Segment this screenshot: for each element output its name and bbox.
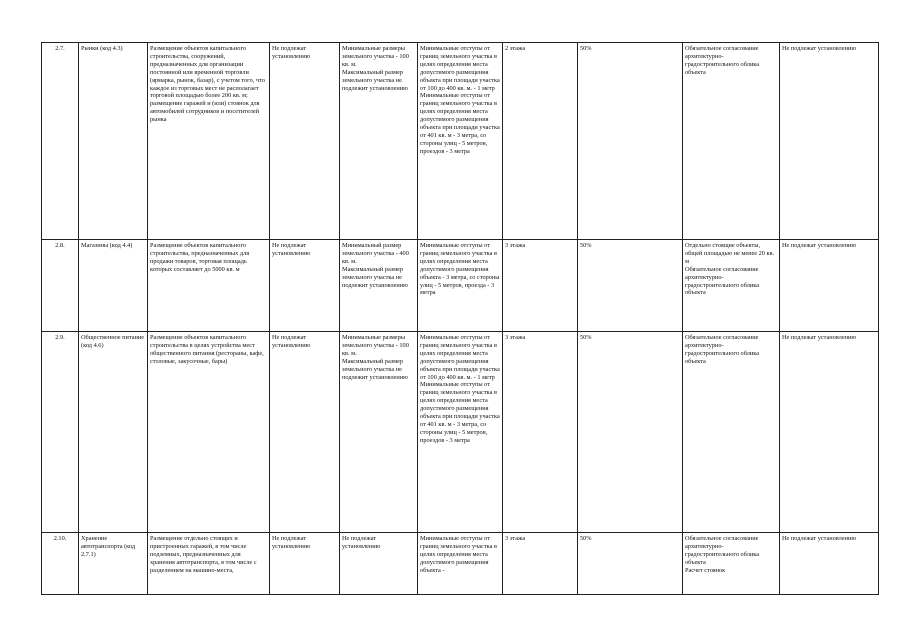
land-use-type: Хранение автотранспорта (код 2.7.1) — [79, 533, 148, 595]
land-use-description: Размещение отдельно стоящих и пристроенных гаражей, в том числе подземных, предназначенных для хранения автотранспорта, в том числе с разделением на машино-места, — [148, 533, 270, 595]
table-row — [42, 533, 879, 595]
max-coverage-percent: 50% — [578, 533, 683, 595]
column-10-value: Не подлежат установлению — [780, 332, 879, 533]
column-4-value: Не подлежат установлению — [270, 240, 340, 332]
max-floors: 3 этажа — [503, 240, 578, 332]
additional-requirements: Отдельно стоящие объекты, общей площадью не менее 20 кв. м Обязательное согласование архитектурно-градостроительного облика объекта — [683, 240, 780, 332]
column-4-value: Не подлежат установлению — [270, 332, 340, 533]
column-10-value: Не подлежат установлению — [780, 240, 879, 332]
plot-size-limits: Минимальные размеры земельного участка - 100 кв. м. Максимальный размер земельного участка не подлежит установлению — [340, 332, 418, 533]
column-10-value: Не подлежат установлению — [780, 533, 879, 595]
land-use-description: Размещение объектов капитального строительства, сооружений, предназначенных для организации постоянной или временной торговли (ярмарка, рынок, базар), с учетом того, что каждое из торговых мест не располагает торговой площадью более 200 кв. м; размещение гаражей и (или) стоянок для автомобилей сотрудников и посетителей рынка — [148, 43, 270, 240]
column-4-value: Не подлежат установлению — [270, 533, 340, 595]
minimum-setbacks: Минимальные отступы от границ земельного участка в целях определения места допустимого размещения объекта при площади участка от 100 до 400 кв. м. - 1 метр Минимальные отступы от границ земельного участка в целях определения места допустимого размещения объекта при площади участка от 401 кв. м - 3 метра, со стороны улиц - 5 метров, проездов - 3 метра — [418, 43, 503, 240]
land-use-description: Размещение объектов капитального строительства, предназначенных для продажи товаров, торговая площадь которых составляет до 5000 кв. м — [148, 240, 270, 332]
zoning-regulations-table — [41, 42, 879, 595]
row-number: 2.9. — [42, 332, 79, 533]
land-use-type: Рынки (код 4.3) — [79, 43, 148, 240]
row-number: 2.7. — [42, 43, 79, 240]
minimum-setbacks: Минимальные отступы от границ земельного участка в целях определения места допустимого размещения объекта - 3 метра, со стороны улиц - 5 метров, проезда - 3 метра — [418, 240, 503, 332]
table-row — [42, 43, 879, 240]
additional-requirements: Обязательное согласование архитектурно-градостроительного облика объекта — [683, 43, 780, 240]
land-use-type: Общественное питание (код 4.6) — [79, 332, 148, 533]
table-row — [42, 240, 879, 332]
plot-size-limits: Не подлежат установлению — [340, 533, 418, 595]
max-floors: 3 этажа — [503, 533, 578, 595]
column-10-value: Не подлежат установлению — [780, 43, 879, 240]
max-floors: 3 этажа — [503, 332, 578, 533]
max-coverage-percent: 50% — [578, 240, 683, 332]
table-row — [42, 332, 879, 533]
land-use-type: Магазины (код 4.4) — [79, 240, 148, 332]
plot-size-limits: Минимальный размер земельного участка - 400 кв. м. Максимальный размер земельного участка не подлежит установлению — [340, 240, 418, 332]
plot-size-limits: Минимальные размеры земельного участка - 100 кв. м. Максимальный размер земельного участка не подлежит установлению — [340, 43, 418, 240]
row-number: 2.10. — [42, 533, 79, 595]
column-4-value: Не подлежат установлению — [270, 43, 340, 240]
minimum-setbacks: Минимальные отступы от границ земельного участка в целях определения места допустимого размещения объекта при площади участка от 100 до 400 кв. м. - 1 метр Минимальные отступы от границ земельного участка в целях определения места допустимого размещения объекта при площади участка от 401 кв. м - 3 метра, со стороны улиц - 5 метров, проездов - 3 метра — [418, 332, 503, 533]
max-floors: 2 этажа — [503, 43, 578, 240]
additional-requirements: Обязательное согласование архитектурно-градостроительного облика объекта Расчет стоянок — [683, 533, 780, 595]
land-use-description: Размещение объектов капитального строительства в целях устройства мест общественного питания (рестораны, кафе, столовые, закусочные, бары) — [148, 332, 270, 533]
max-coverage-percent: 50% — [578, 43, 683, 240]
minimum-setbacks: Минимальные отступы от границ земельного участка в целях определения места допустимого размещения объекта - — [418, 533, 503, 595]
additional-requirements: Обязательное согласование архитектурно-градостроительного облика объекта — [683, 332, 780, 533]
row-number: 2.8. — [42, 240, 79, 332]
max-coverage-percent: 50% — [578, 332, 683, 533]
